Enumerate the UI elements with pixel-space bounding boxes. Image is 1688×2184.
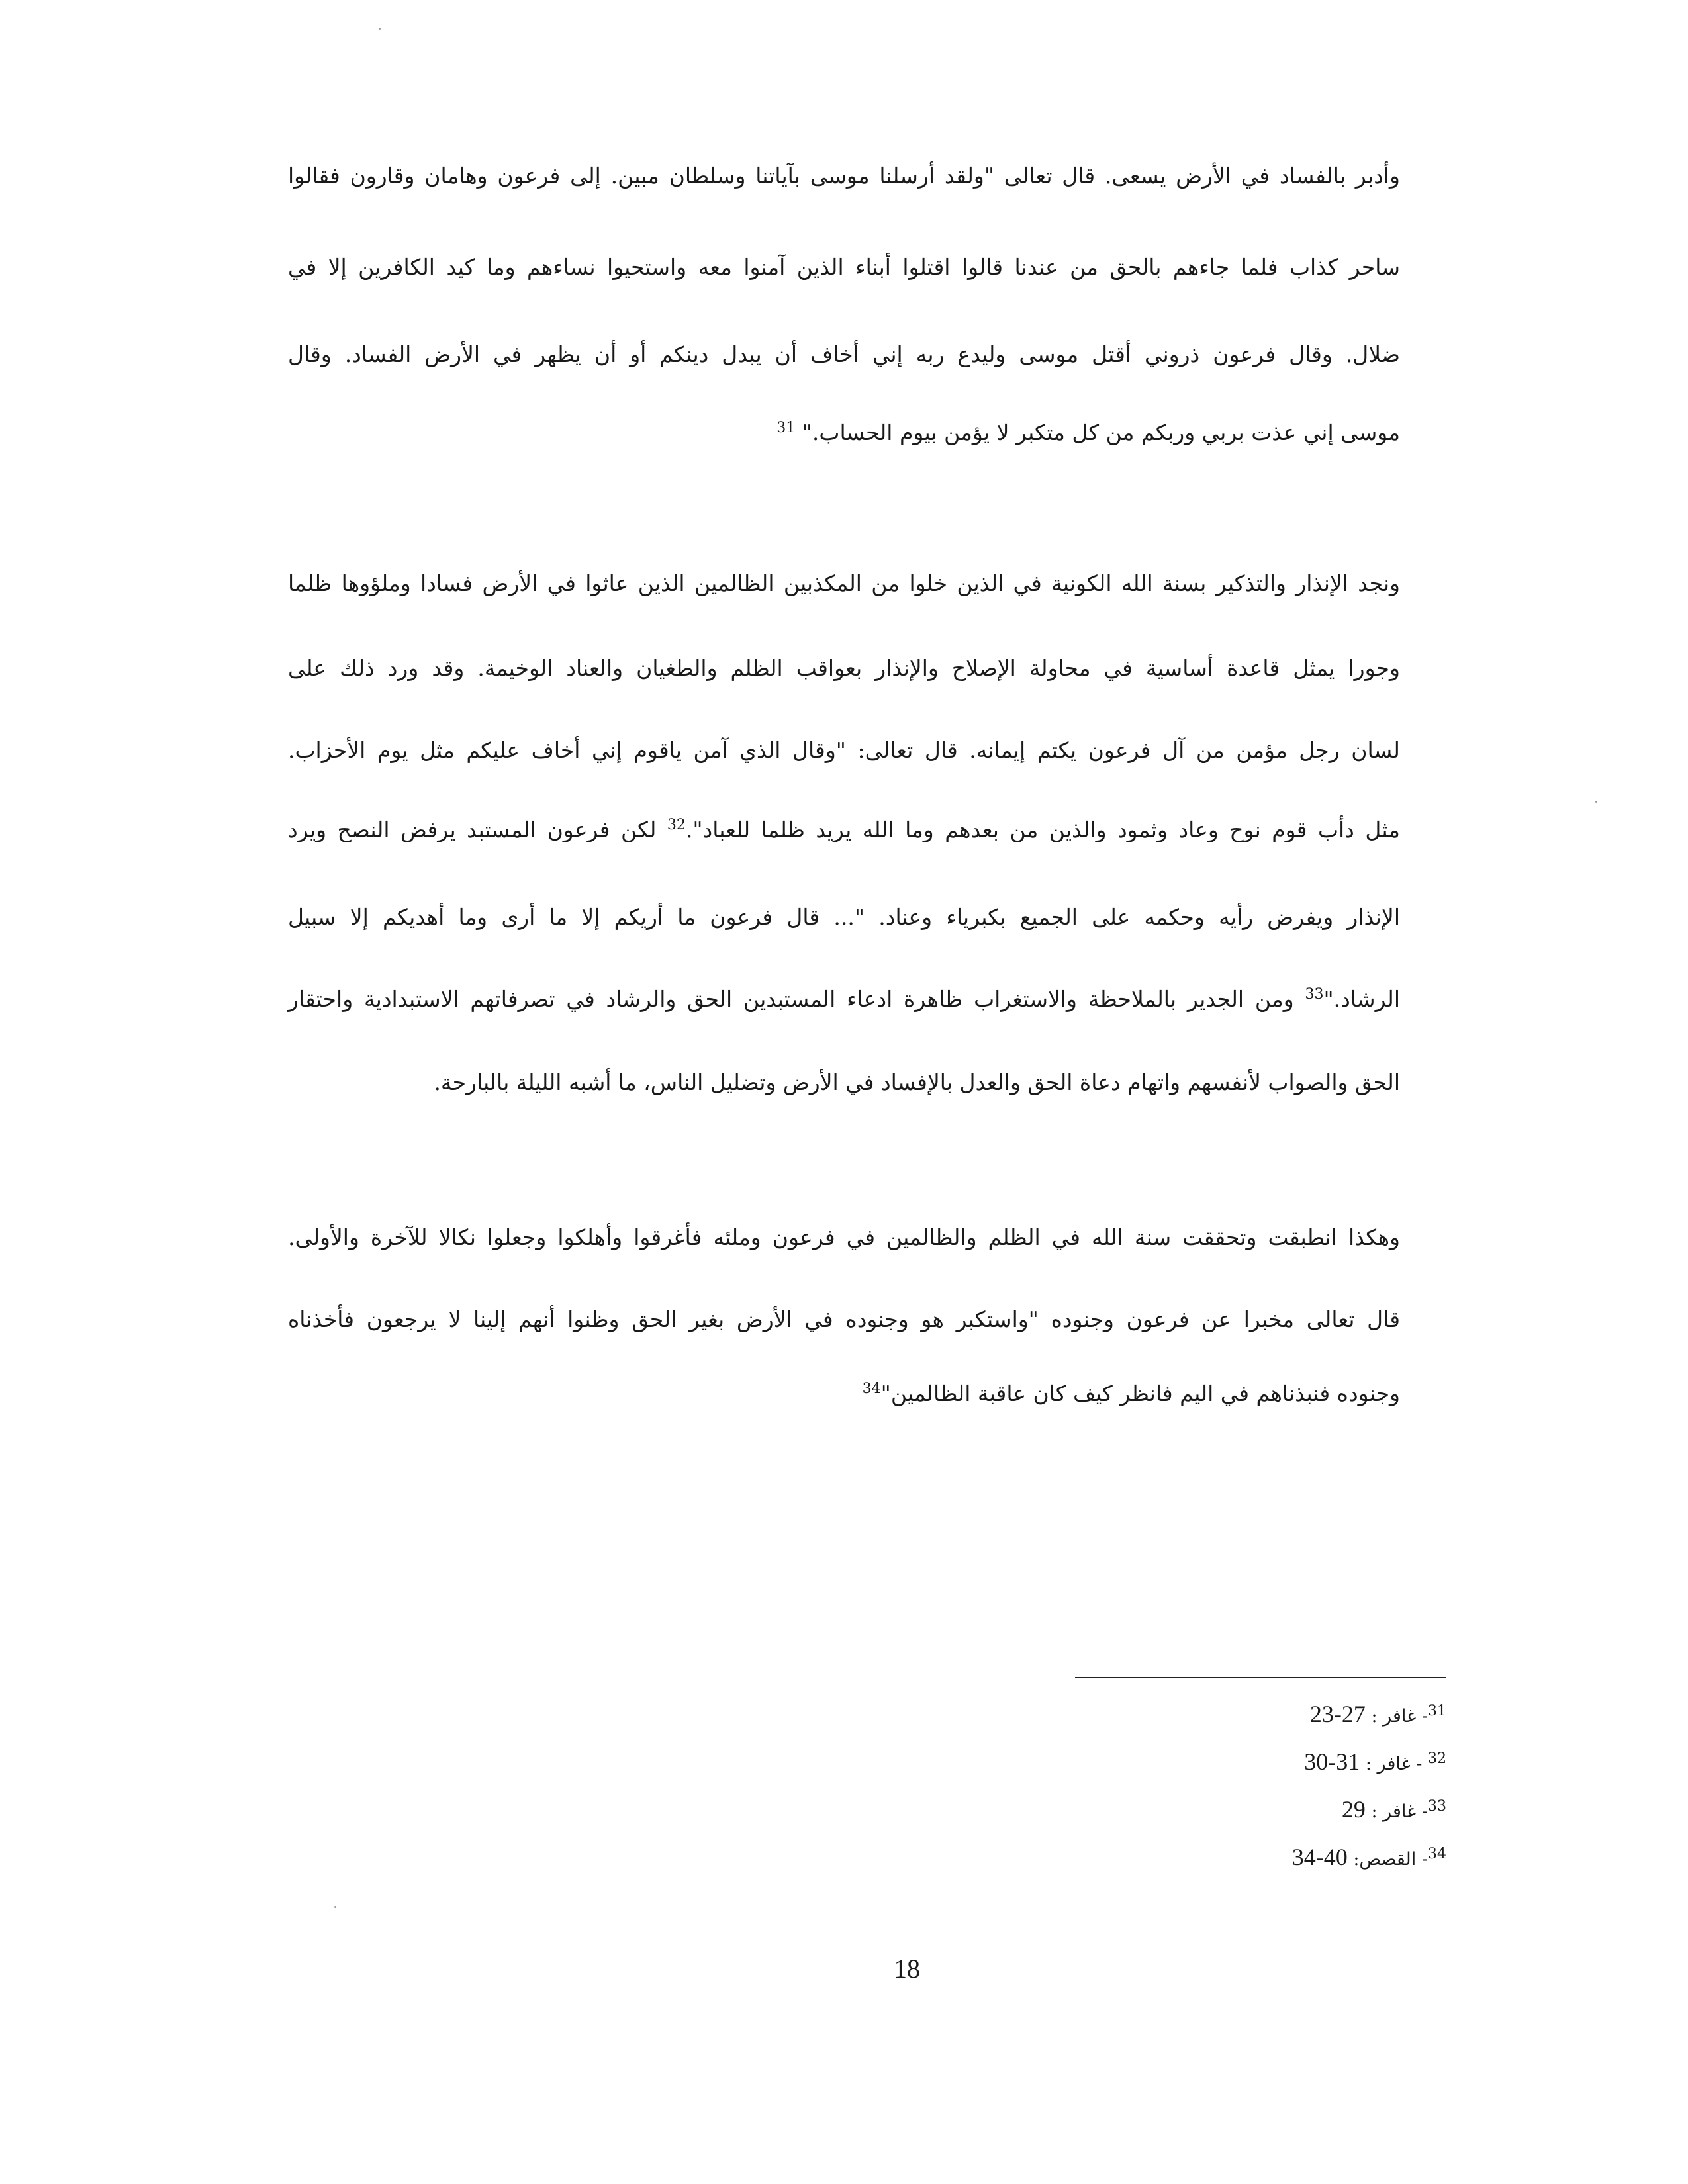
paragraph-1-line-1: وأدبر بالفساد في الأرض يسعى. قال تعالى "ولقد أرسلنا موسى بآياتنا وسلطان مبين. إلى فرعون وهامان وقارون فقالوا	[288, 163, 1400, 189]
paragraph-3-line-2: قال تعالى مخبرا عن فرعون وجنوده "واستكبر هو وجنوده في الأرض بغير الحق وظنوا أنهم إلينا لا يرجعون فأخذناه	[288, 1306, 1400, 1332]
footnote-31-reference: 23-27	[1309, 1701, 1366, 1727]
scan-speck	[379, 28, 381, 30]
paragraph-2-line-7: الحق والصواب لأنفسهم واتهام دعاة الحق والعدل بالإفساد في الأرض وتضليل الناس، ما أشبه الليلة بالبارحة.	[434, 1069, 1400, 1095]
footnote-32	[1304, 1747, 1446, 1779]
paragraph-2-line-6	[288, 982, 1400, 1017]
paragraph-2-line-4-text-a: مثل دأب قوم نوح وعاد وثمود والذين من بعدهم وما الله يريد ظلما للعباد".	[685, 817, 1400, 842]
page-number: 18	[894, 1954, 920, 1983]
paragraph-2-line-1: ونجد الإنذار والتذكير بسنة الله الكونية في الذين خلوا من المكذبين الظالمين الذين عاثوا في الأرض فسادا وملؤوها ظلما	[288, 570, 1400, 596]
footnote-33	[1342, 1795, 1446, 1827]
paragraph-3-line-1: وهكذا انطبقت وتحققت سنة الله في الظلم والظالمين في فرعون وملئه فأغرقوا وأهلكوا وجعلوا نكالا للآخرة والأولى.	[288, 1224, 1400, 1250]
footnote-32-reference: 30-31	[1304, 1749, 1360, 1775]
footnote-ref-31: 31	[776, 420, 796, 436]
footnote-33-number: 33	[1428, 1798, 1446, 1815]
paragraph-1-line-3: ضلال. وقال فرعون ذروني أقتل موسى وليدع ربه إني أخاف أن يبدل دينكم أو أن يظهر في الأرض الفساد. وقال	[288, 341, 1400, 367]
paragraph-2-line-2: وجورا يمثل قاعدة أساسية في محاولة الإصلاح والإنذار بعواقب الظلم والطغيان والعناد الوخيمة. وقد ورد ذلك على	[288, 655, 1400, 681]
footnote-31-source: - غافر :	[1371, 1706, 1428, 1727]
footnote-32-source: - غافر :	[1365, 1754, 1428, 1774]
footnote-34-reference: 34-40	[1291, 1844, 1348, 1870]
footnote-34-number: 34	[1428, 1846, 1446, 1862]
footnote-32-number: 32	[1428, 1751, 1446, 1767]
footnote-ref-33: 33	[1305, 986, 1324, 1003]
paragraph-2-line-6-text-a: الرشاد."	[1323, 986, 1400, 1012]
paragraph-1-line-4-text: موسى إني عذت بربي وربكم من كل متكبر لا يؤمن بيوم الحساب."	[802, 420, 1400, 445]
footnote-ref-32: 32	[667, 817, 686, 833]
footnote-34-source: - القصص:	[1353, 1849, 1428, 1870]
paragraph-2-line-5: الإنذار ويفرض رأيه وحكمه على الجميع بكبرياء وعناد. "... قال فرعون ما أريكم إلا ما أرى وما أهديكم إلا سبيل	[288, 904, 1400, 930]
footnote-31-number: 31	[1428, 1703, 1446, 1719]
paragraph-3-line-3	[288, 1377, 1400, 1411]
footnote-33-source: - غافر :	[1371, 1801, 1428, 1822]
paragraph-2-line-6-text-b: ومن الجدير بالملاحظة والاستغراب ظاهرة ادعاء المستبدين الحق والرشاد في تصرفاتهم الاستبدادية واحتقار	[288, 986, 1294, 1012]
scan-speck	[1595, 801, 1597, 803]
paragraph-2-line-3: لسان رجل مؤمن من آل فرعون يكتم إيمانه. قال تعالى: "وقال الذي آمن ياقوم إني أخاف عليكم مثل يوم الأحزاب.	[288, 737, 1400, 763]
paragraph-3-line-3-text: وجنوده فنبذناهم في اليم فانظر كيف كان عاقبة الظالمين"	[880, 1381, 1400, 1406]
paragraph-2-line-4	[288, 813, 1400, 847]
footnote-ref-34: 34	[862, 1381, 881, 1397]
footnote-34	[1292, 1843, 1446, 1874]
footnote-31	[1310, 1700, 1446, 1731]
footnote-separator	[1075, 1677, 1446, 1678]
paragraph-1-line-2: ساحر كذاب فلما جاءهم بالحق من عندنا قالوا اقتلوا أبناء الذين آمنوا معه واستحيوا نساءهم وما كيد الكافرين إلا في	[288, 254, 1400, 280]
paragraph-2-line-4-text-b: لكن فرعون المستبد يرفض النصح ويرد	[288, 817, 657, 842]
footnote-33-reference: 29	[1341, 1796, 1366, 1823]
scan-speck	[334, 1906, 336, 1908]
paragraph-1-line-4	[288, 416, 1400, 450]
